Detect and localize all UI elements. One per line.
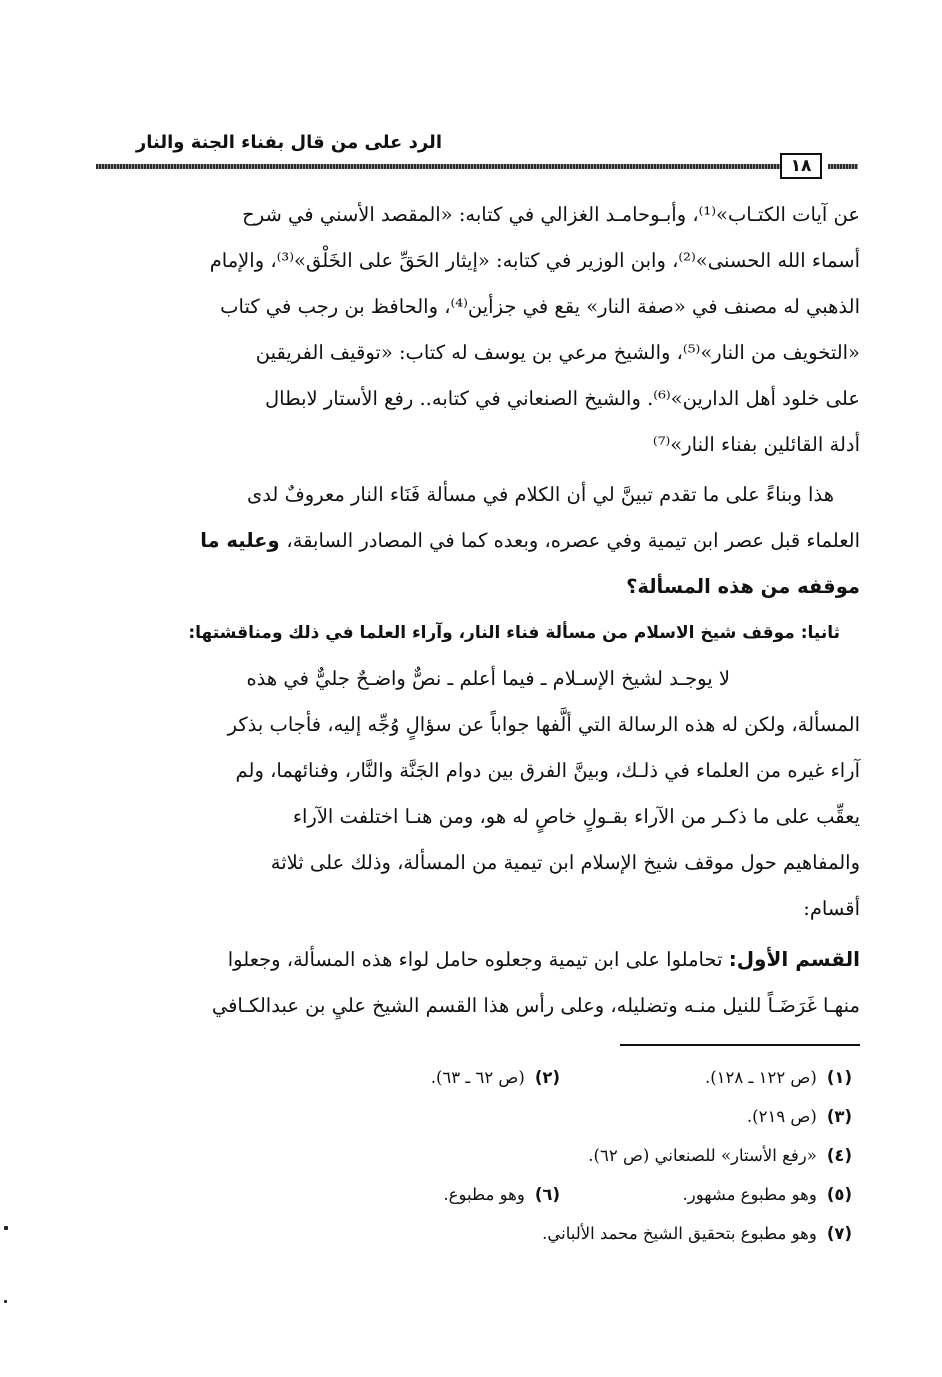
footnote-1 — [705, 1058, 852, 1097]
footnote-number: (١) — [826, 1068, 852, 1087]
body-text — [96, 192, 860, 1029]
text-line: آراء غيره من العلماء في ذلـك، وبينَّ الفرق بين دوام الجَنَّة والنَّار، وفنائهما، ولم — [235, 759, 860, 782]
section-subheading: ثانيا: موقف شيخ الاسلام من مسألة فناء النار، وآراء العلما في ذلك ومناقشتها: — [188, 623, 840, 643]
footnote-text: (ص ٦٢ ـ ٦٣). — [430, 1068, 525, 1087]
text-line: يعقِّب على ما ذكـر من الآراء بقـولٍ خاصٍ له هو، ومن هنـا اختلفت الآراء — [292, 805, 860, 828]
text-line: أدلة القائلين بفناء النار»⁽⁷⁾ — [652, 433, 860, 456]
bold-run: وعليه ما — [200, 529, 287, 552]
footnote-text: وهو مطبوع. — [443, 1185, 525, 1204]
text-line: الذهبي له مصنف في «صفة النار» يقع في جزأين⁽⁴⁾، والحافظ بن رجب في كتاب — [220, 295, 860, 318]
text-line: والمفاهيم حول موقف شيخ الإسلام ابن تيمية من المسألة، وذلك على ثلاثة — [270, 851, 860, 874]
header-rule-tail — [828, 164, 858, 169]
text-line: أقسام: — [803, 897, 860, 920]
text-line: هذا وبناءً على ما تقدم تبينَّ لي أن الكلام في مسألة فَنَاء النار معروفٌ لدى — [246, 483, 834, 506]
text-line: على خلود أهل الدارين»⁽⁶⁾. والشيخ الصنعاني في كتابه.. رفع الأستار لابطال — [265, 387, 860, 410]
text-line: أسماء الله الحسنى»⁽²⁾، وابن الوزير في كتابه: «إيثار الحَقِّ على الخَلْق»⁽³⁾، والإمام — [209, 249, 860, 272]
text-run: تحاملوا على ابن تيمية وجعلوه حامل لواء هذه المسألة، وجعلوا — [227, 948, 729, 971]
text-line — [96, 518, 860, 564]
footnote-row — [96, 1097, 860, 1136]
running-header-title: الرد على من قال بفناء الجنة والنار — [135, 132, 442, 153]
paragraph-3 — [96, 656, 860, 932]
footnote-row — [96, 1058, 860, 1097]
footnote-number: (٥) — [826, 1185, 852, 1204]
paragraph-4 — [96, 936, 860, 1029]
footnote-5 — [683, 1175, 852, 1214]
footnote-text: (ص ٢١٩). — [746, 1107, 817, 1126]
footnote-text: «رفع الأستار» للصنعاني (ص ٦٢). — [588, 1146, 817, 1165]
footnote-row — [96, 1175, 860, 1214]
paragraph-1 — [96, 192, 860, 468]
text-line: المسألة، ولكن له هذه الرسالة التي ألَّفها جواباً عن سؤالٍ وُجِّه إليه، فأجاب بذكر — [227, 713, 860, 736]
header-rule — [96, 164, 780, 169]
text-line: «التخويف من النار»⁽⁵⁾، والشيخ مرعي بن يوسف له كتاب: «توقيف الفريقين — [255, 341, 860, 364]
bold-question-line: موقفه من هذه المسألة؟ — [626, 575, 860, 598]
footnote-7 — [542, 1214, 852, 1253]
page-number: ١٨ — [780, 153, 822, 179]
footnote-3 — [747, 1097, 852, 1136]
footnote-number: (٣) — [826, 1107, 852, 1126]
footnote-row — [96, 1214, 860, 1253]
footnote-number: (٤) — [826, 1146, 852, 1165]
scan-speck — [4, 1226, 8, 1230]
footnote-number: (٧) — [826, 1224, 852, 1243]
footnote-number: (٢) — [534, 1068, 560, 1087]
section-lead-in: القسم الأول: — [728, 947, 860, 971]
footnotes — [96, 1058, 860, 1253]
paragraph-2 — [96, 472, 860, 610]
text-line: لا يوجـد لشيخ الإسـلام ـ فيما أعلم ـ نصٌّ واضـحٌ جليٌّ في هذه — [246, 667, 730, 690]
footnote-6 — [443, 1175, 560, 1214]
footnote-4 — [588, 1136, 852, 1175]
footnote-2 — [431, 1058, 560, 1097]
text-run: العلماء قبل عصر ابن تيمية وفي عصره، وبعده كما في المصادر السابقة، — [286, 529, 860, 552]
footnote-number: (٦) — [534, 1185, 560, 1204]
footnote-row — [96, 1136, 860, 1175]
text-line: منهـا غَرَضَـاً للنيل منـه وتضليله، وعلى رأس هذا القسم الشيخ عليِ بن عبدالكـافي — [211, 994, 860, 1017]
scan-speck — [4, 1300, 7, 1303]
footnote-text: وهو مطبوع مشهور. — [682, 1185, 817, 1204]
text-line — [96, 936, 860, 983]
text-line: عن آيات الكتـاب»⁽¹⁾، وأبـوحامـد الغزالي في كتابه: «المقصد الأسني في شرح — [242, 203, 860, 226]
footnote-separator — [620, 1044, 860, 1046]
footnote-text: (ص ١٢٢ ـ ١٢٨). — [704, 1068, 817, 1087]
footnote-text: وهو مطبوع بتحقيق الشيخ محمد الألباني. — [542, 1224, 817, 1243]
